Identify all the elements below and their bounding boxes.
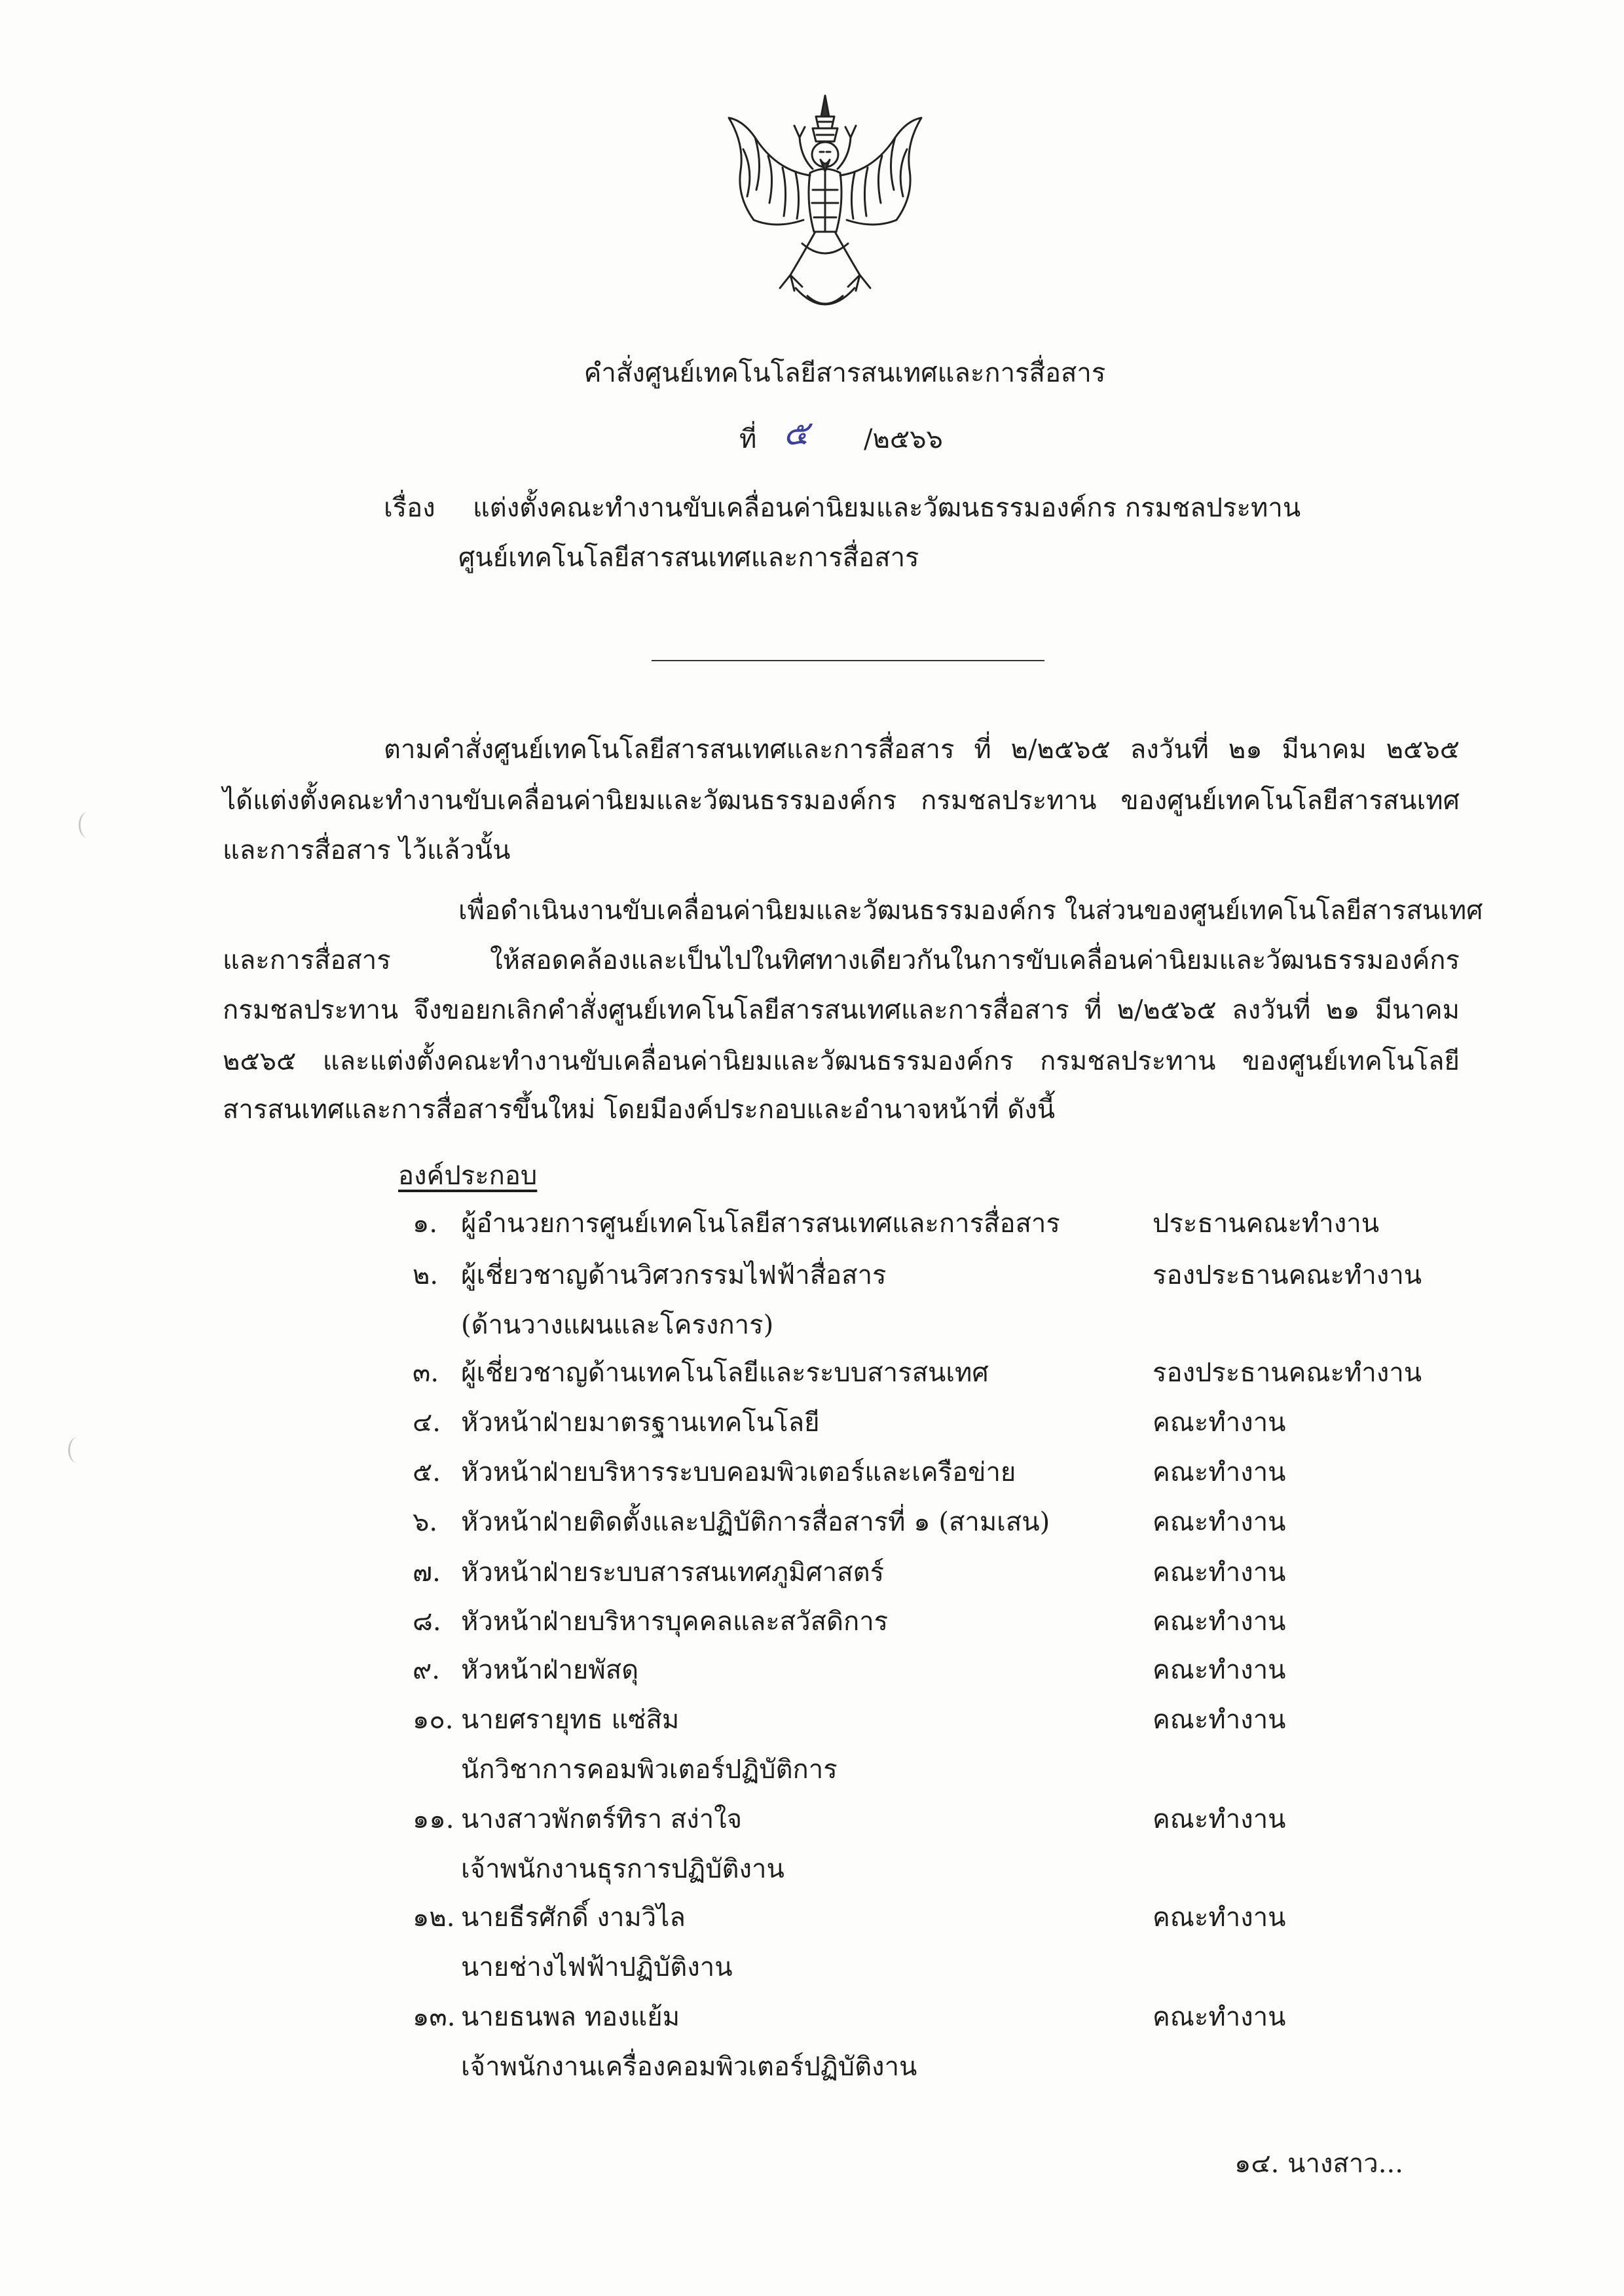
- member-role: รองประธานคณะทำงาน: [1153, 1260, 1422, 1290]
- member-role: คณะทำงาน: [1153, 1804, 1286, 1834]
- member-name: หัวหน้าฝ่ายบริหารบุคคลและสวัสดิการ: [461, 1607, 889, 1637]
- order-number-prefix: ที่: [739, 424, 757, 454]
- member-number: ๘.: [413, 1607, 441, 1637]
- member-number: ๗.: [413, 1558, 441, 1588]
- page-continuation: ๑๔. นางสาว...: [1234, 2149, 1403, 2179]
- member-name: หัวหน้าฝ่ายติดตั้งและปฏิบัติการสื่อสารที่ ๑ (สามเสน): [461, 1507, 1050, 1537]
- order-title: คำสั่งศูนย์เทคโนโลยีสารสนเทศและการสื่อสาร: [583, 358, 1106, 388]
- subject-line-2: ศูนย์เทคโนโลยีสารสนเทศและการสื่อสาร: [458, 543, 919, 573]
- member-number: ๑๑.: [413, 1804, 454, 1834]
- member-subtitle: นักวิชาการคอมพิวเตอร์ปฏิบัติการ: [461, 1755, 838, 1785]
- member-role: คณะทำงาน: [1153, 1903, 1286, 1933]
- member-subtitle: นายช่างไฟฟ้าปฏิบัติงาน: [461, 1952, 733, 1982]
- paragraph-1-line: และการสื่อสาร ไว้แล้วนั้น: [223, 835, 511, 866]
- punch-hole-mark: [68, 1437, 87, 1463]
- member-role: รองประธานคณะทำงาน: [1153, 1358, 1422, 1388]
- member-name: นายศรายุทธ แซ่สิม: [461, 1705, 680, 1735]
- member-name: หัวหน้าฝ่ายพัสดุ: [461, 1655, 639, 1685]
- punch-hole-mark: [79, 812, 98, 838]
- member-number: ๙.: [413, 1655, 441, 1685]
- member-role: คณะทำงาน: [1153, 1607, 1286, 1637]
- member-name: ผู้อำนวยการศูนย์เทคโนโลยีสารสนเทศและการสื่อสาร: [461, 1209, 1060, 1239]
- member-number: ๔.: [413, 1408, 441, 1438]
- member-subtitle: เจ้าพนักงานเครื่องคอมพิวเตอร์ปฏิบัติงาน: [461, 2052, 917, 2082]
- member-subtitle: (ด้านวางแผนและโครงการ): [461, 1310, 774, 1340]
- member-name: นายธนพล ทองแย้ม: [461, 2002, 680, 2032]
- paragraph-2-line: กรมชลประทาน จึงขอยกเลิกคำสั่งศูนย์เทคโนโลยีสารสนเทศและการสื่อสาร ที่ ๒/๒๕๖๕ ลงวันที่ ๒๑ มีนาคม: [223, 995, 1460, 1025]
- order-number-year: /๒๕๖๖: [864, 424, 943, 454]
- header-divider: [652, 660, 1044, 661]
- order-number-handwritten: ๕: [783, 414, 809, 453]
- member-role: คณะทำงาน: [1153, 1507, 1286, 1537]
- member-role: คณะทำงาน: [1153, 1408, 1286, 1438]
- member-number: ๖.: [413, 1507, 438, 1537]
- paragraph-2-line: ๒๕๖๕ และแต่งตั้งคณะทำงานขับเคลื่อนค่านิยมและวัฒนธรรมองค์กร กรมชลประทาน ของศูนย์เทคโนโลยี: [223, 1046, 1460, 1076]
- member-role: คณะทำงาน: [1153, 1655, 1286, 1685]
- member-number: ๕.: [413, 1457, 441, 1487]
- member-role: คณะทำงาน: [1153, 1457, 1286, 1487]
- member-subtitle: เจ้าพนักงานธุรการปฏิบัติงาน: [461, 1854, 784, 1884]
- member-number: ๒.: [413, 1260, 439, 1290]
- member-name: นายธีรศักดิ์ งามวิไล: [461, 1903, 686, 1933]
- member-number: ๑.: [413, 1209, 438, 1239]
- paragraph-2-line: และการสื่อสาร ให้สอดคล้องและเป็นไปในทิศทางเดียวกันในการขับเคลื่อนค่านิยมและวัฒนธรรมองค์กร: [223, 945, 1460, 975]
- member-name: หัวหน้าฝ่ายบริหารระบบคอมพิวเตอร์และเครือข่าย: [461, 1457, 1016, 1487]
- subject-label: เรื่อง: [384, 493, 435, 523]
- member-name: หัวหน้าฝ่ายมาตรฐานเทคโนโลยี: [461, 1408, 820, 1438]
- member-number: ๑๒.: [413, 1903, 455, 1933]
- member-number: ๑๓.: [413, 2002, 456, 2032]
- member-number: ๑๐.: [413, 1705, 454, 1735]
- paragraph-1-line: ได้แต่งตั้งคณะทำงานขับเคลื่อนค่านิยมและวัฒนธรรมองค์กร กรมชลประทาน ของศูนย์เทคโนโลยีสารสนเทศ: [223, 786, 1460, 816]
- member-role: คณะทำงาน: [1153, 1558, 1286, 1588]
- member-name: ผู้เชี่ยวชาญด้านวิศวกรรมไฟฟ้าสื่อสาร: [461, 1260, 887, 1290]
- member-name: นางสาวพักตร์ทิรา สง่าใจ: [461, 1804, 743, 1834]
- member-number: ๓.: [413, 1358, 439, 1388]
- composition-heading: องค์ประกอบ: [398, 1161, 538, 1191]
- paragraph-2-line: เพื่อดำเนินงานขับเคลื่อนค่านิยมและวัฒนธรรมองค์กร ในส่วนของศูนย์เทคโนโลยีสารสนเทศ: [458, 896, 1483, 926]
- garuda-emblem-icon: [717, 92, 933, 321]
- member-name: หัวหน้าฝ่ายระบบสารสนเทศภูมิศาสตร์: [461, 1558, 885, 1588]
- member-role: คณะทำงาน: [1153, 2002, 1286, 2032]
- member-role: ประธานคณะทำงาน: [1153, 1209, 1380, 1239]
- paragraph-1-line: ตามคำสั่งศูนย์เทคโนโลยีสารสนเทศและการสื่อสาร ที่ ๒/๒๕๖๕ ลงวันที่ ๒๑ มีนาคม ๒๕๖๕: [384, 735, 1460, 765]
- member-name: ผู้เชี่ยวชาญด้านเทคโนโลยีและระบบสารสนเทศ: [461, 1358, 989, 1388]
- subject-line-1: แต่งตั้งคณะทำงานขับเคลื่อนค่านิยมและวัฒนธรรมองค์กร กรมชลประทาน: [473, 493, 1301, 523]
- paragraph-2-line: สารสนเทศและการสื่อสารขึ้นใหม่ โดยมีองค์ประกอบและอำนาจหน้าที่ ดังนี้: [223, 1095, 1056, 1125]
- member-role: คณะทำงาน: [1153, 1705, 1286, 1735]
